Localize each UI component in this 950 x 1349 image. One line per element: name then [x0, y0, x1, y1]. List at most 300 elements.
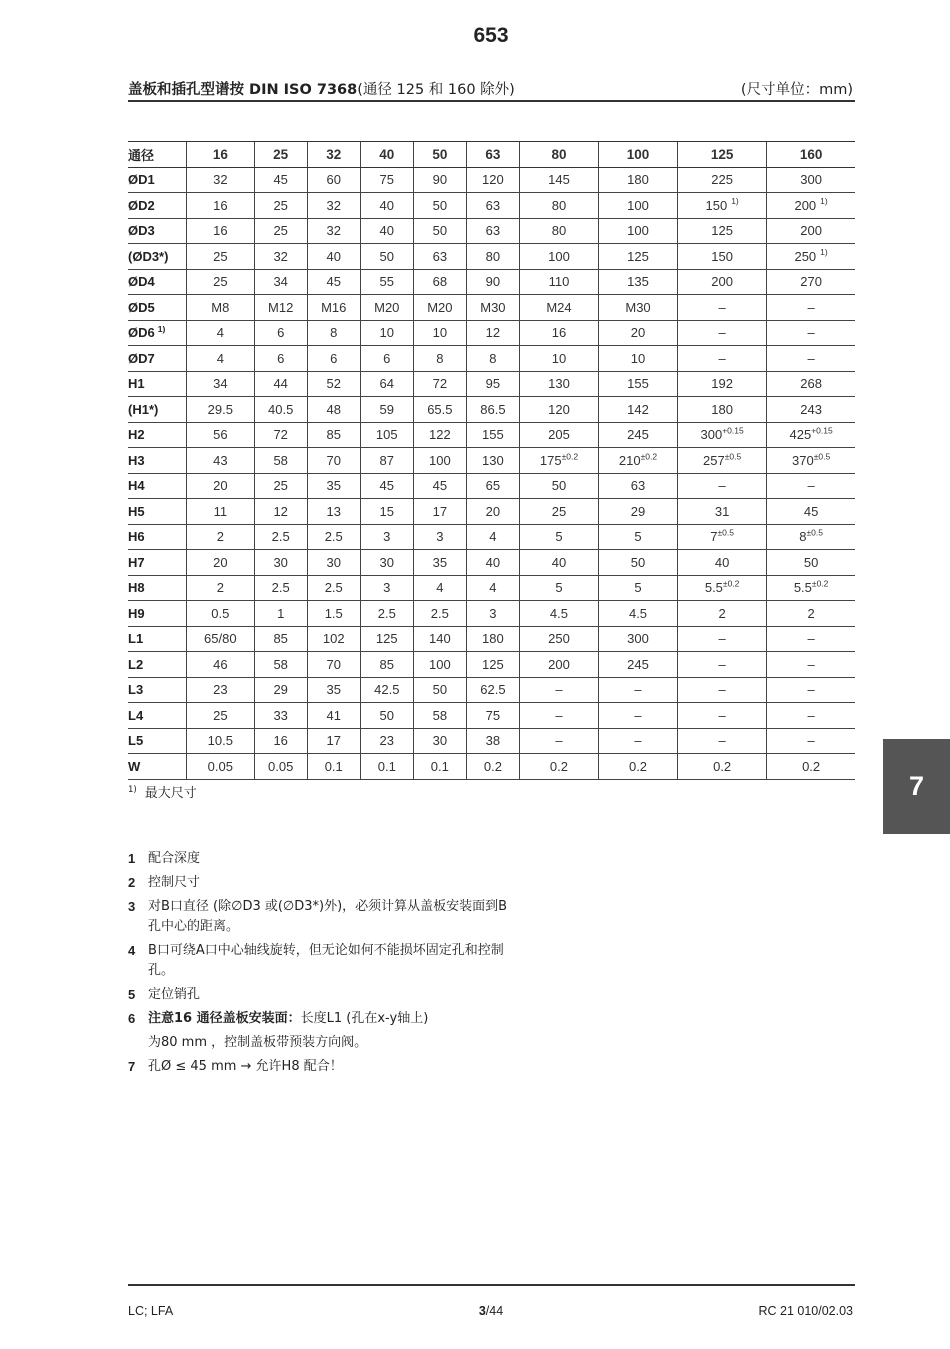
- table-cell: [466, 397, 519, 423]
- table-cell: [466, 473, 519, 499]
- cell-value: –: [634, 707, 642, 723]
- cell-value: 7: [710, 529, 718, 545]
- cell-tolerance: ±0.2: [811, 578, 829, 589]
- cell-value: 145: [548, 172, 570, 188]
- table-row-label: [128, 397, 187, 423]
- table-cell: [360, 346, 413, 372]
- cell-value: 70: [326, 656, 341, 672]
- cell-value: 5.5: [704, 580, 723, 596]
- cell-value: 257: [703, 452, 725, 468]
- cell-value: 50: [379, 707, 395, 723]
- cell-value: 4: [489, 580, 497, 596]
- cell-value: 30: [326, 554, 341, 570]
- cell-value: 3: [383, 529, 391, 545]
- cell-value: 155: [627, 376, 649, 392]
- table-row: [128, 218, 855, 244]
- footer-rule: [128, 1284, 855, 1286]
- table-cell: [767, 677, 855, 703]
- table-cell: [307, 422, 360, 448]
- table-cell: [254, 626, 307, 652]
- table-cell: [187, 575, 255, 601]
- table-row: [128, 728, 855, 754]
- note-body: 配合深度: [148, 851, 201, 866]
- table-cell: [413, 550, 466, 576]
- cell-value: –: [718, 325, 726, 341]
- table-cell: [466, 575, 519, 601]
- cell-value: 63: [485, 197, 501, 213]
- table-cell: [307, 320, 360, 346]
- table-cell: [466, 626, 519, 652]
- header-title-note: (通径 125 和 160 除外): [357, 82, 515, 98]
- cell-value: 5: [555, 580, 563, 596]
- cell-value: M20: [427, 299, 453, 315]
- cell-value: 370: [792, 452, 814, 468]
- note-text: [148, 985, 508, 1005]
- table-cell: [360, 371, 413, 397]
- cell-value: –: [807, 350, 815, 366]
- cell-value: –: [807, 299, 815, 315]
- table-cell: [307, 524, 360, 550]
- table-column-header: 50: [413, 142, 466, 168]
- table-cell: [678, 320, 767, 346]
- cell-value: 0.2: [713, 758, 732, 774]
- cell-value: 45: [326, 274, 341, 290]
- table-cell: [767, 269, 855, 295]
- table-cell: [307, 626, 360, 652]
- table-row-label: [128, 575, 187, 601]
- cell-value: 225: [711, 172, 733, 188]
- cell-value: 23: [379, 733, 395, 749]
- row-label-text: H5: [128, 503, 145, 519]
- cell-value: 2.5: [324, 529, 343, 545]
- cell-value: 85: [273, 631, 288, 647]
- table-row: [128, 320, 855, 346]
- row-label-text: H2: [128, 427, 145, 443]
- cell-value: 120: [548, 401, 570, 417]
- cell-value: 105: [375, 427, 398, 443]
- table-cell: [466, 167, 519, 193]
- cell-value: 32: [326, 223, 341, 239]
- cell-value: 12: [485, 325, 501, 341]
- cell-value: 16: [273, 733, 288, 749]
- cell-value: 3: [489, 605, 497, 621]
- table-cell: [466, 346, 519, 372]
- cell-value: 65.5: [427, 401, 453, 417]
- cell-value: 200: [794, 197, 817, 213]
- cell-value: 11: [213, 503, 228, 519]
- notes-list: [128, 849, 508, 1081]
- table-cell: [519, 448, 598, 474]
- cell-value: 43: [213, 452, 228, 468]
- table-cell: [254, 167, 307, 193]
- cell-value: –: [807, 733, 815, 749]
- table-cell: [254, 703, 307, 729]
- table-cell: [413, 295, 466, 321]
- cell-value: 5: [634, 529, 642, 545]
- cell-value: –: [718, 350, 726, 366]
- table-cell: [187, 269, 255, 295]
- table-cell: [187, 193, 255, 219]
- table-cell: [519, 320, 598, 346]
- table-cell: [187, 448, 255, 474]
- table-cell: [466, 218, 519, 244]
- cell-value: –: [807, 707, 815, 723]
- cell-value: 40.5: [268, 401, 294, 417]
- cell-value: 40: [714, 554, 730, 570]
- table-cell: [519, 601, 598, 627]
- table-row-label: [128, 193, 187, 219]
- cell-value: –: [718, 682, 726, 698]
- table-cell: [413, 728, 466, 754]
- cell-value: 45: [803, 503, 819, 519]
- cell-value: 425: [789, 427, 812, 443]
- table-cell: [360, 193, 413, 219]
- table-cell: [519, 473, 598, 499]
- cell-value: 23: [213, 682, 228, 698]
- cell-value: 35: [326, 682, 341, 698]
- table-cell: [598, 728, 677, 754]
- cell-value: 142: [627, 401, 649, 417]
- table-row-label: [128, 754, 187, 780]
- note-emphasis: 注意16 通径盖板安装面：: [148, 1011, 301, 1026]
- table-cell: [598, 422, 677, 448]
- cell-value: 13: [326, 503, 341, 519]
- cell-value: 8: [489, 350, 497, 366]
- cell-value: 3: [383, 580, 391, 596]
- table-cell: [254, 754, 307, 780]
- cell-value: 59: [379, 401, 395, 417]
- cell-value: 0.2: [549, 758, 568, 774]
- table-cell: [598, 652, 677, 678]
- cell-value: 245: [627, 427, 649, 443]
- cell-value: 25: [273, 197, 288, 213]
- table-cell: [678, 626, 767, 652]
- cell-value: 6: [277, 325, 285, 341]
- cell-value: 210: [618, 452, 641, 468]
- table-cell: [413, 218, 466, 244]
- cell-value: 6: [330, 350, 338, 366]
- table-cell: [767, 422, 855, 448]
- table-cell: [413, 346, 466, 372]
- table-cell: [519, 626, 598, 652]
- table-cell: [254, 601, 307, 627]
- table-cell: [413, 422, 466, 448]
- note-number: 5: [128, 987, 136, 1002]
- table-header-row: [128, 142, 855, 168]
- table-cell: [360, 448, 413, 474]
- cell-value: 100: [627, 223, 649, 239]
- cell-value: 0.2: [483, 758, 502, 774]
- table-cell: [307, 218, 360, 244]
- table-column-header: 125: [678, 142, 767, 168]
- cell-value: 102: [322, 631, 345, 647]
- table-row: [128, 193, 855, 219]
- cell-value: 130: [548, 376, 570, 392]
- cell-tolerance: ±0.5: [806, 527, 823, 538]
- table-row: [128, 524, 855, 550]
- table-cell: [519, 167, 598, 193]
- table-cell: [767, 397, 855, 423]
- table-corner-label: 通径: [128, 142, 187, 168]
- table-cell: [598, 295, 677, 321]
- cell-value: 300: [700, 427, 723, 443]
- note-text: [148, 849, 508, 869]
- cell-tolerance: ±0.5: [724, 451, 742, 462]
- cell-value: –: [718, 299, 726, 315]
- table-cell: [678, 652, 767, 678]
- note-number: 3: [128, 899, 136, 914]
- cell-value: –: [807, 656, 815, 672]
- table-row-label: [128, 448, 187, 474]
- table-row: [128, 626, 855, 652]
- table-cell: [360, 397, 413, 423]
- table-cell: [360, 550, 413, 576]
- cell-value: –: [555, 682, 563, 698]
- table-cell: [598, 499, 677, 525]
- table-cell: [254, 728, 307, 754]
- cell-value: 300: [627, 631, 649, 647]
- cell-value: 2: [216, 529, 224, 545]
- table-cell: [598, 193, 677, 219]
- cell-value: 29.5: [207, 401, 233, 417]
- table-row-label: [128, 550, 187, 576]
- cell-value: 45: [273, 172, 288, 188]
- table-row: [128, 167, 855, 193]
- cell-value: 50: [379, 248, 395, 264]
- cell-value: 60: [326, 172, 341, 188]
- cell-value: 100: [627, 197, 649, 213]
- row-label-text: ØD1: [128, 172, 155, 188]
- table-row: [128, 703, 855, 729]
- cell-value: 268: [800, 376, 822, 392]
- table-row-label: [128, 677, 187, 703]
- table-cell: [598, 524, 677, 550]
- table-cell: [519, 652, 598, 678]
- table-row-label: [128, 728, 187, 754]
- table-cell: [307, 244, 360, 270]
- table-cell: [360, 218, 413, 244]
- note-item: [128, 897, 508, 937]
- cell-value: 200: [711, 274, 733, 290]
- footnote-marker: 1): [128, 784, 137, 795]
- cell-value: 125: [711, 223, 733, 239]
- table-cell: [678, 473, 767, 499]
- cell-value: 70: [326, 452, 341, 468]
- cell-value: 125: [627, 248, 649, 264]
- table-cell: [307, 269, 360, 295]
- cell-value: 30: [432, 733, 448, 749]
- table-cell: [767, 524, 855, 550]
- cell-value: 120: [482, 172, 504, 188]
- cell-value: M30: [625, 299, 651, 315]
- table-cell: [678, 677, 767, 703]
- cell-value: 17: [432, 503, 448, 519]
- cell-value: 29: [273, 682, 288, 698]
- table-cell: [767, 626, 855, 652]
- cell-value: 10: [379, 325, 395, 341]
- table-cell: [519, 703, 598, 729]
- cell-value: 5: [634, 580, 642, 596]
- cell-tolerance: ±0.5: [717, 527, 734, 538]
- table-cell: [598, 703, 677, 729]
- table-cell: [678, 167, 767, 193]
- table-cell: [767, 473, 855, 499]
- table-cell: [678, 728, 767, 754]
- footnote: [128, 782, 197, 801]
- cell-value: 243: [800, 401, 822, 417]
- cell-value: 16: [213, 223, 228, 239]
- cell-value: 72: [432, 376, 448, 392]
- cell-value: 40: [551, 554, 567, 570]
- note-item: [128, 873, 508, 893]
- table-cell: [187, 626, 255, 652]
- table-cell: [598, 677, 677, 703]
- table-cell: [598, 269, 677, 295]
- table-row: [128, 397, 855, 423]
- table-cell: [598, 448, 677, 474]
- cell-value: 205: [548, 427, 570, 443]
- table-cell: [307, 601, 360, 627]
- table-cell: [413, 473, 466, 499]
- cell-value: 25: [213, 248, 228, 264]
- note-continuation: 为80 mm ，控制盖板带预装方向阀。: [148, 1035, 368, 1050]
- table-cell: [519, 193, 598, 219]
- table-row: [128, 677, 855, 703]
- cell-value: 95: [485, 376, 501, 392]
- cell-value: –: [718, 733, 726, 749]
- cell-value: 58: [432, 707, 448, 723]
- cell-value: 270: [800, 274, 822, 290]
- table-cell: [254, 524, 307, 550]
- cell-value: 20: [485, 503, 501, 519]
- table-cell: [598, 218, 677, 244]
- note-text: [148, 1057, 508, 1077]
- table-cell: [466, 320, 519, 346]
- cell-value: 62.5: [480, 682, 506, 698]
- table-cell: [360, 754, 413, 780]
- header-unit: (尺寸单位：mm): [740, 82, 853, 98]
- table-cell: [678, 601, 767, 627]
- cell-value: 40: [379, 197, 395, 213]
- table-cell: [519, 728, 598, 754]
- cell-value: 8: [330, 325, 338, 341]
- footer-page-count: [441, 1304, 541, 1318]
- cell-value: 12: [273, 503, 288, 519]
- table-cell: [187, 524, 255, 550]
- table-cell: [767, 499, 855, 525]
- cell-value: 75: [379, 172, 395, 188]
- table-cell: [678, 397, 767, 423]
- note-number: 7: [128, 1059, 136, 1074]
- row-label-text: L2: [128, 656, 144, 672]
- row-label-text: (ØD3*): [128, 248, 169, 264]
- footnote-text: 最大尺寸: [144, 786, 197, 801]
- note-number: 6: [128, 1011, 136, 1026]
- table-row: [128, 269, 855, 295]
- table-cell: [360, 524, 413, 550]
- cell-value: 34: [213, 376, 228, 392]
- cell-tolerance: ±0.5: [813, 451, 831, 462]
- table-cell: [360, 244, 413, 270]
- cell-value: 55: [379, 274, 395, 290]
- cell-value: 2: [216, 580, 224, 596]
- table-cell: [519, 397, 598, 423]
- table-cell: [360, 422, 413, 448]
- table-cell: [413, 677, 466, 703]
- footer-page: 3: [478, 1304, 486, 1318]
- table-cell: [598, 244, 677, 270]
- table-row: [128, 601, 855, 627]
- table-cell: [519, 575, 598, 601]
- table-cell: [307, 550, 360, 576]
- table-cell: [466, 601, 519, 627]
- table-column-header: 40: [360, 142, 413, 168]
- cell-value: 2: [807, 605, 815, 621]
- note-item: [128, 849, 508, 869]
- cell-value: 5.5: [793, 580, 812, 596]
- row-label-text: L5: [128, 733, 144, 749]
- table-cell: [466, 728, 519, 754]
- cell-value: 1.5: [324, 605, 343, 621]
- cell-value: 125: [375, 631, 398, 647]
- table-cell: [307, 448, 360, 474]
- table-cell: [413, 499, 466, 525]
- table-cell: [519, 371, 598, 397]
- cell-value: 100: [548, 248, 570, 264]
- table-cell: [598, 346, 677, 372]
- table-row: [128, 422, 855, 448]
- cell-value: 2.5: [430, 605, 449, 621]
- cell-value: 30: [273, 554, 288, 570]
- table-cell: [413, 703, 466, 729]
- table-cell: [767, 754, 855, 780]
- table-cell: [360, 269, 413, 295]
- table-cell: [307, 575, 360, 601]
- cell-value: 45: [379, 478, 395, 494]
- cell-value: 75: [485, 707, 501, 723]
- cell-value: 20: [213, 554, 228, 570]
- table-cell: [466, 244, 519, 270]
- cell-value: –: [718, 656, 726, 672]
- table-row-label: [128, 703, 187, 729]
- table-cell: [254, 346, 307, 372]
- cell-tolerance: 1): [820, 196, 828, 207]
- table-cell: [307, 167, 360, 193]
- cell-value: M20: [374, 299, 400, 315]
- table-cell: [678, 295, 767, 321]
- cell-value: 33: [273, 707, 288, 723]
- table-cell: [598, 626, 677, 652]
- cell-value: 35: [432, 554, 448, 570]
- table-row: [128, 244, 855, 270]
- cell-value: 2.5: [271, 529, 290, 545]
- cell-value: 41: [326, 707, 341, 723]
- note-text: [148, 941, 508, 981]
- cell-value: 25: [213, 707, 228, 723]
- table-cell: [360, 677, 413, 703]
- table-row: [128, 575, 855, 601]
- table-cell: [598, 550, 677, 576]
- row-label-text: H8: [128, 580, 145, 596]
- table-cell: [466, 754, 519, 780]
- cell-value: 50: [630, 554, 646, 570]
- table-cell: [187, 499, 255, 525]
- cell-value: 200: [800, 223, 822, 239]
- table-cell: [360, 575, 413, 601]
- table-cell: [678, 269, 767, 295]
- table-cell: [466, 422, 519, 448]
- cell-value: –: [555, 707, 563, 723]
